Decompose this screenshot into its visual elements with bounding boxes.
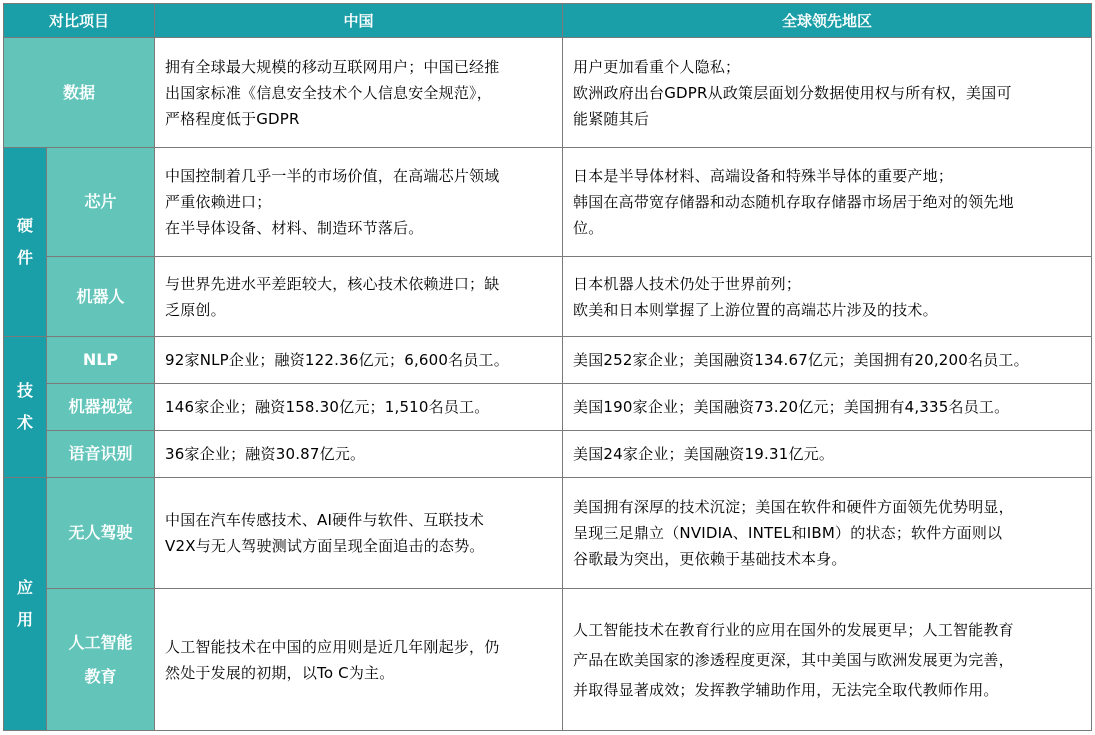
cell-nlp-global: 美国252家企业；美国融资134.67亿元；美国拥有20,200名员工。 (563, 337, 1092, 384)
text-line: V2X与无人驾驶测试方面呈现全面追击的态势。 (165, 537, 485, 555)
text-line: 中国控制着几乎一半的市场价值，在高端芯片领域 (165, 167, 500, 185)
text-line: 乏原创。 (165, 300, 226, 319)
row-label-autonomous: 无人驾驶 (47, 478, 155, 589)
row-chip (4, 148, 1092, 257)
text-line: 日本是半导体材料、高端设备和特殊半导体的重要产地； (573, 167, 954, 185)
cell-autonomous-global (563, 478, 1092, 589)
cell-chip-global (563, 148, 1092, 257)
row-label-chip: 芯片 (47, 148, 155, 257)
category-char: 用 (16, 610, 33, 629)
text-line: 产品在欧美国家的渗透程度更深，其中美国与欧洲发展更为完善， (573, 650, 1014, 669)
text-line: 能紧随其后 (573, 109, 650, 128)
text-line: 出国家标准《信息安全技术个人信息安全规范》， (165, 83, 492, 102)
category-char: 术 (16, 413, 33, 432)
cell-data-global (563, 38, 1092, 148)
text-line: 人工智能技术在中国的应用则是近几年刚起步，仍 (165, 637, 500, 656)
text-line: 欧洲政府出台GDPR从政策层面划分数据使用权与所有权，美国可 (573, 83, 1012, 102)
text-line: 拥有全球最大规模的移动互联网用户；中国已经推 (165, 57, 500, 76)
row-label-speech: 语音识别 (47, 431, 155, 478)
cell-robot-china (155, 257, 563, 337)
header-global-leaders: 全球领先地区 (563, 4, 1092, 38)
text-line: 欧美和日本则掌握了上游位置的高端芯片涉及的技术。 (573, 300, 938, 319)
cell-nlp-china: 92家NLP企业；融资122.36亿元；6,600名员工。 (155, 337, 563, 384)
cell-speech-china: 36家企业；融资30.87亿元。 (155, 431, 563, 478)
cell-autonomous-china (155, 478, 563, 589)
row-speech (4, 431, 1092, 478)
header-compare-item: 对比项目 (4, 4, 155, 38)
row-label-nlp: NLP (47, 337, 155, 384)
text-line: 与世界先进水平差距较大，核心技术依赖进口；缺 (165, 274, 500, 293)
category-char: 硬 (16, 216, 33, 235)
row-education (4, 589, 1092, 731)
cell-robot-global (563, 257, 1092, 337)
text-line: 中国在汽车传感技术、AI硬件与软件、互联技术 (165, 511, 485, 529)
text-line: 谷歌最为突出，更依赖于基础技术本身。 (573, 550, 847, 568)
category-char: 应 (16, 578, 33, 597)
text-line: 用户更加看重个人隐私； (573, 57, 741, 76)
row-nlp (4, 337, 1092, 384)
comparison-table (3, 3, 1092, 731)
category-hardware (4, 148, 47, 337)
category-char: 技 (16, 381, 33, 400)
row-label-line: 教育 (84, 666, 117, 686)
row-robot (4, 257, 1092, 337)
header-china: 中国 (155, 4, 563, 38)
text-line: 美国拥有深厚的技术沉淀；美国在软件和硬件方面领先优势明显， (573, 498, 1014, 516)
text-line: 位。 (573, 219, 604, 237)
category-application (4, 478, 47, 731)
row-label-education (47, 589, 155, 731)
text-line: 韩国在高带宽存储器和动态随机存取存储器市场居于绝对的领先地 (573, 193, 1014, 211)
row-label-data: 数据 (4, 38, 155, 148)
header-row (4, 4, 1092, 38)
row-vision (4, 384, 1092, 431)
cell-data-china (155, 38, 563, 148)
text-line: 并取得显著成效；发挥教学辅助作用，无法完全取代教师作用。 (573, 680, 999, 699)
category-technology (4, 337, 47, 478)
category-char: 件 (16, 248, 33, 267)
row-label-line: 人工智能 (68, 632, 133, 652)
text-line: 呈现三足鼎立（NVIDIA、INTEL和IBM）的状态；软件方面则以 (573, 524, 1003, 542)
cell-speech-global: 美国24家企业；美国融资19.31亿元。 (563, 431, 1092, 478)
row-data (4, 38, 1092, 148)
row-label-vision: 机器视觉 (47, 384, 155, 431)
cell-chip-china (155, 148, 563, 257)
cell-vision-global: 美国190家企业；美国融资73.20亿元；美国拥有4,335名员工。 (563, 384, 1092, 431)
comparison-table-container (3, 3, 1092, 731)
cell-vision-china: 146家企业；融资158.30亿元；1,510名员工。 (155, 384, 563, 431)
text-line: 在半导体设备、材料、制造环节落后。 (165, 219, 424, 237)
cell-education-global (563, 589, 1092, 731)
text-line: 严重依赖进口； (165, 193, 272, 211)
text-line: 人工智能技术在教育行业的应用在国外的发展更早；人工智能教育 (573, 620, 1014, 639)
row-label-robot: 机器人 (47, 257, 155, 337)
cell-education-china (155, 589, 563, 731)
row-autonomous (4, 478, 1092, 589)
text-line: 严格程度低于GDPR (165, 109, 300, 128)
text-line: 然处于发展的初期，以To C为主。 (165, 663, 395, 682)
text-line: 日本机器人技术仍处于世界前列； (573, 274, 802, 293)
